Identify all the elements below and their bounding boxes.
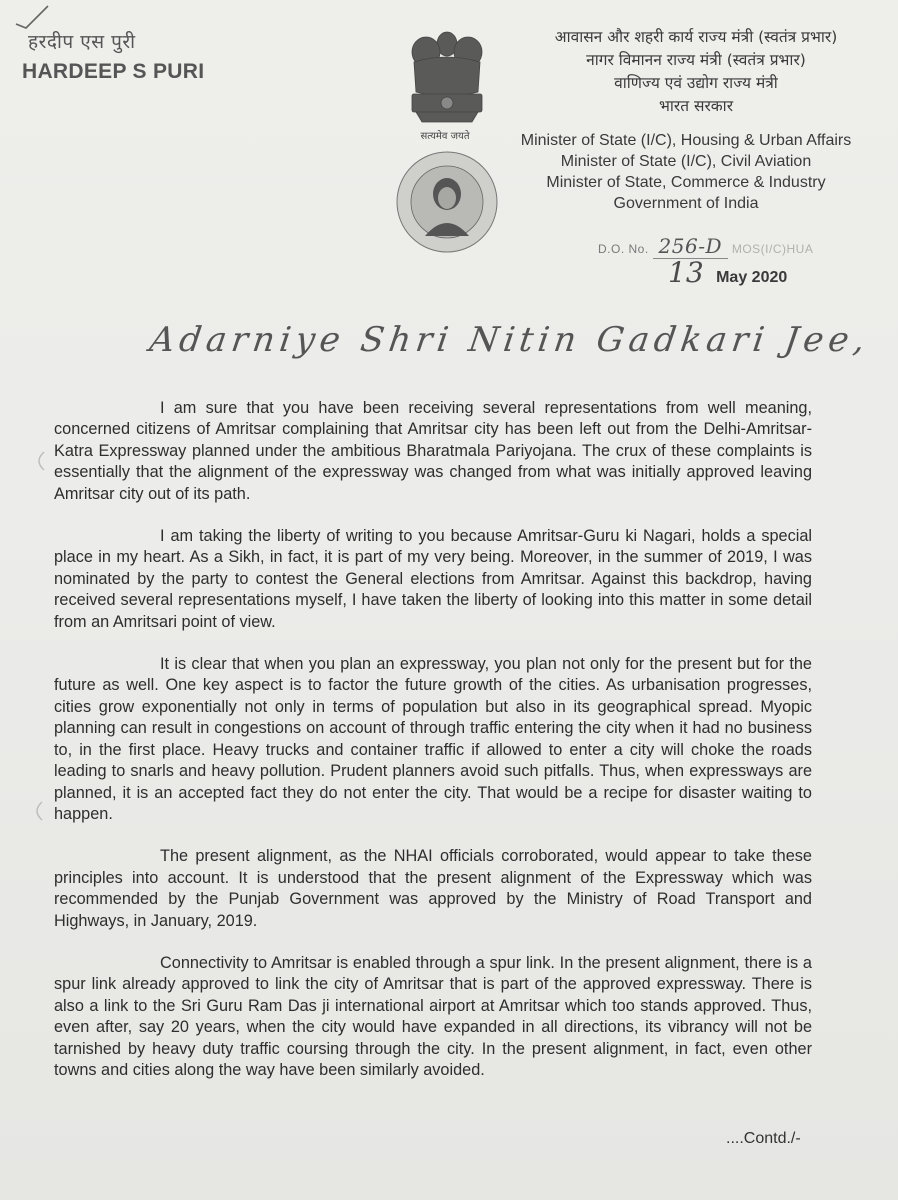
body-paragraph: It is clear that when you plan an expressway, you plan not only for the present but for the future as well. One key aspect is to factor the future growth of the cities. As urbanisation progresses, cities grow exponentially not only in terms of population but also in its geographical spread. Myopic planning can result in congestions on account of through traffic entering the city when it had no business to, in the first place. Heavy trucks and container traffic if allowed to enter a city will choke the roads leading to snarls and heavy pollution. Prudent planners avoid such pitfalls. Thus, when expressways are planned, it is an accepted fact they do not enter the city. That would be a recipe for disaster waiting to happen. [54,655,812,823]
sender-name-hindi: हरदीप एस पुरी [28,31,136,53]
commemorative-seal-icon [395,150,500,255]
title-english-line: Minister of State (I/C), Housing & Urban Affairs [520,132,852,149]
punch-hole-mark-icon [30,800,44,822]
do-reference [598,234,813,258]
title-english-line: Minister of State, Commerce & Industry [546,174,826,191]
ministerial-titles-hindi [506,26,886,118]
do-prefix: D.O. No. [598,242,649,256]
continuation-note: ....Contd./- [726,1130,801,1147]
date-day: 13 [668,256,704,289]
handwritten-salutation: Adarniye Shri Nitin Gadkari Jee, [147,320,873,360]
body-paragraph: Connectivity to Amritsar is enabled through a spur link. In the present alignment, there is a spur link already approved to link the city of Amritsar that is part of the approved expressway. There is also a link to the Sri Guru Ram Das ji international airport at Amritsar which too stands approved. Thus, even after, say 20 years, when the city would have expanded in all directions, its vibrancy will not be tarnished by heavy duty traffic coursing through the city. In the present alignment, in fact, even other towns and cities along the way have been similarly avoided. [54,953,812,1079]
title-hindi-line: वाणिज्य एवं उद्योग राज्य मंत्री [614,74,778,92]
do-suffix: MOS(I/C)HUA [731,242,814,256]
punch-hole-mark-icon [32,450,46,472]
body-paragraph: I am taking the liberty of writing to you because Amritsar-Guru ki Nagari, holds a special place in my heart. As a Sikh, in fact, it is part of my very being. Moreover, in the summer of 2019, I was nominated by the party to contest the General elections from Amritsar. Against this backdrop, having received several representations myself, I have taken the liberty of looking into this matter in some detail from an Amritsari point of view. [54,527,812,631]
title-english-line: Minister of State (I/C), Civil Aviation [560,153,812,170]
emblem-motto: सत्यमेव जयते [420,131,470,142]
date-month-year: May 2020 [716,269,788,286]
title-hindi-line: नागर विमानन राज्य मंत्री (स्वतंत्र प्रभार) [586,51,806,69]
title-english-line: Government of India [613,195,759,212]
body-paragraph: I am sure that you have been receiving several representations from well meaning, concerned citizens of Amritsar complaining that Amritsar city has been left out from the Delhi-Amritsar-Katra Expressway planned under the ambitious Bharatmala Pariyojana. The crux of these complaints is essentially that the alignment of the expressway was changed from what was initially approved leaving Amritsar city out of its path. [54,399,812,503]
body-paragraph: The present alignment, as the NHAI officials corroborated, would appear to take these principles into account. It is understood that the present alignment of the Expressway which was recommended by the Punjab Government was approved by the Ministry of Road Transport and Highways, in January, 2019. [54,847,812,930]
title-hindi-line: भारत सरकार [658,97,734,115]
do-number: 256-D [653,234,728,259]
ministerial-titles-english [500,130,872,214]
sender-name-english: HARDEEP S PURI [22,60,205,83]
letter-date [668,256,787,289]
title-hindi-line: आवासन और शहरी कार्य राज्य मंत्री (स्वतंत्र प्रभार) [554,28,838,46]
letter-body [54,398,812,1102]
